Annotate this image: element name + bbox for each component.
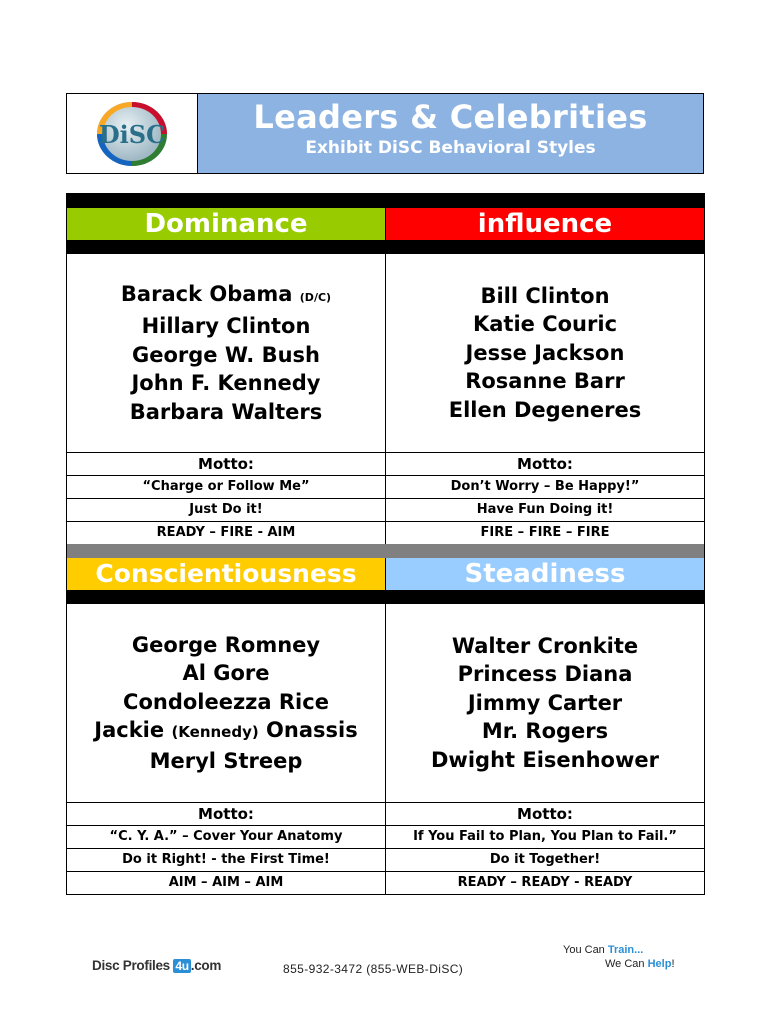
style-header-row-top bbox=[67, 208, 704, 240]
svg-text:DiSC: DiSC bbox=[98, 119, 166, 149]
conscientiousness-heading: Conscientiousness bbox=[67, 558, 385, 590]
name-item: Condoleezza Rice bbox=[123, 689, 329, 714]
name-item: Walter Cronkite bbox=[451, 633, 639, 658]
name-item: Meryl Streep bbox=[149, 748, 303, 773]
name-item: Ellen Degeneres bbox=[448, 397, 642, 422]
name-item: Rosanne Barr bbox=[465, 369, 625, 394]
motto-label: Motto: bbox=[198, 455, 254, 473]
style-header-row-bottom bbox=[67, 558, 704, 590]
name-item: Al Gore bbox=[182, 661, 270, 686]
motto-text: AIM – AIM – AIM bbox=[168, 875, 284, 890]
motto-text: READY – FIRE - AIM bbox=[156, 525, 296, 540]
motto-label-row bbox=[67, 802, 704, 825]
name-item: Jackie (Kennedy) Onassis bbox=[94, 718, 358, 743]
name-item: Dwight Eisenhower bbox=[431, 747, 659, 772]
name-item: Barack Obama (D/C) bbox=[120, 281, 332, 306]
name-item: Mr. Rogers bbox=[481, 719, 609, 744]
logo-cell bbox=[67, 94, 198, 173]
motto-text: READY – READY - READY bbox=[385, 872, 704, 894]
page-title: Leaders & Celebrities bbox=[253, 98, 648, 136]
name-item: Barbara Walters bbox=[129, 399, 323, 424]
motto-row bbox=[67, 825, 704, 848]
divider-bar bbox=[67, 544, 704, 558]
name-item: Jesse Jackson bbox=[465, 340, 625, 365]
motto-row bbox=[67, 498, 704, 521]
header-banner bbox=[66, 93, 704, 174]
motto-text: Do it Together! bbox=[385, 849, 704, 871]
motto-row bbox=[67, 521, 704, 544]
footer-phone: 855-932-3472 (855-WEB-DiSC) bbox=[283, 962, 464, 976]
name-item: Princess Diana bbox=[457, 662, 633, 687]
footer-tagline-train: You Can Train... bbox=[563, 944, 644, 956]
motto-row bbox=[67, 871, 704, 894]
name-item: George Romney bbox=[131, 632, 321, 657]
influence-heading: influence bbox=[385, 208, 704, 240]
divider-bar bbox=[67, 194, 704, 208]
conscientiousness-names bbox=[67, 604, 385, 802]
motto-label: Motto: bbox=[385, 803, 704, 825]
title-cell bbox=[198, 94, 703, 173]
motto-text: Do it Right! - the First Time! bbox=[122, 852, 330, 867]
motto-row bbox=[67, 848, 704, 871]
page-subtitle: Exhibit DiSC Behavioral Styles bbox=[305, 138, 596, 158]
name-item: Jimmy Carter bbox=[467, 690, 623, 715]
footer-brand-logo: Disc Profiles 4u .com bbox=[92, 958, 222, 973]
dominance-names bbox=[67, 254, 385, 452]
dominance-heading: Dominance bbox=[67, 208, 385, 240]
steadiness-names bbox=[385, 604, 704, 802]
motto-text: FIRE – FIRE – FIRE bbox=[385, 522, 704, 544]
name-item: Katie Couric bbox=[472, 312, 618, 337]
motto-text: Don’t Worry – Be Happy!” bbox=[385, 476, 704, 498]
disc-grid bbox=[66, 193, 705, 895]
name-item: John F. Kennedy bbox=[131, 371, 321, 396]
steadiness-heading: Steadiness bbox=[385, 558, 704, 590]
motto-text: “C. Y. A.” – Cover Your Anatomy bbox=[109, 829, 343, 844]
motto-text: “Charge or Follow Me” bbox=[142, 479, 310, 494]
divider-bar bbox=[67, 590, 704, 604]
motto-text: Have Fun Doing it! bbox=[385, 499, 704, 521]
obama-note: (D/C) bbox=[299, 290, 332, 304]
name-item: Hillary Clinton bbox=[141, 314, 311, 339]
name-item: George W. Bush bbox=[132, 342, 320, 367]
influence-names bbox=[385, 254, 704, 452]
name-item: Bill Clinton bbox=[480, 283, 610, 308]
motto-text: Just Do it! bbox=[189, 502, 263, 517]
divider-bar bbox=[67, 240, 704, 254]
footer-tagline-help: We Can Help! bbox=[605, 958, 675, 970]
motto-label-row bbox=[67, 452, 704, 475]
motto-label: Motto: bbox=[198, 805, 254, 823]
names-row-bottom bbox=[67, 604, 704, 802]
disc-logo-icon bbox=[94, 100, 170, 168]
motto-text: If You Fail to Plan, You Plan to Fail.” bbox=[385, 826, 704, 848]
names-row-top bbox=[67, 254, 704, 452]
motto-row bbox=[67, 475, 704, 498]
motto-label: Motto: bbox=[385, 453, 704, 475]
